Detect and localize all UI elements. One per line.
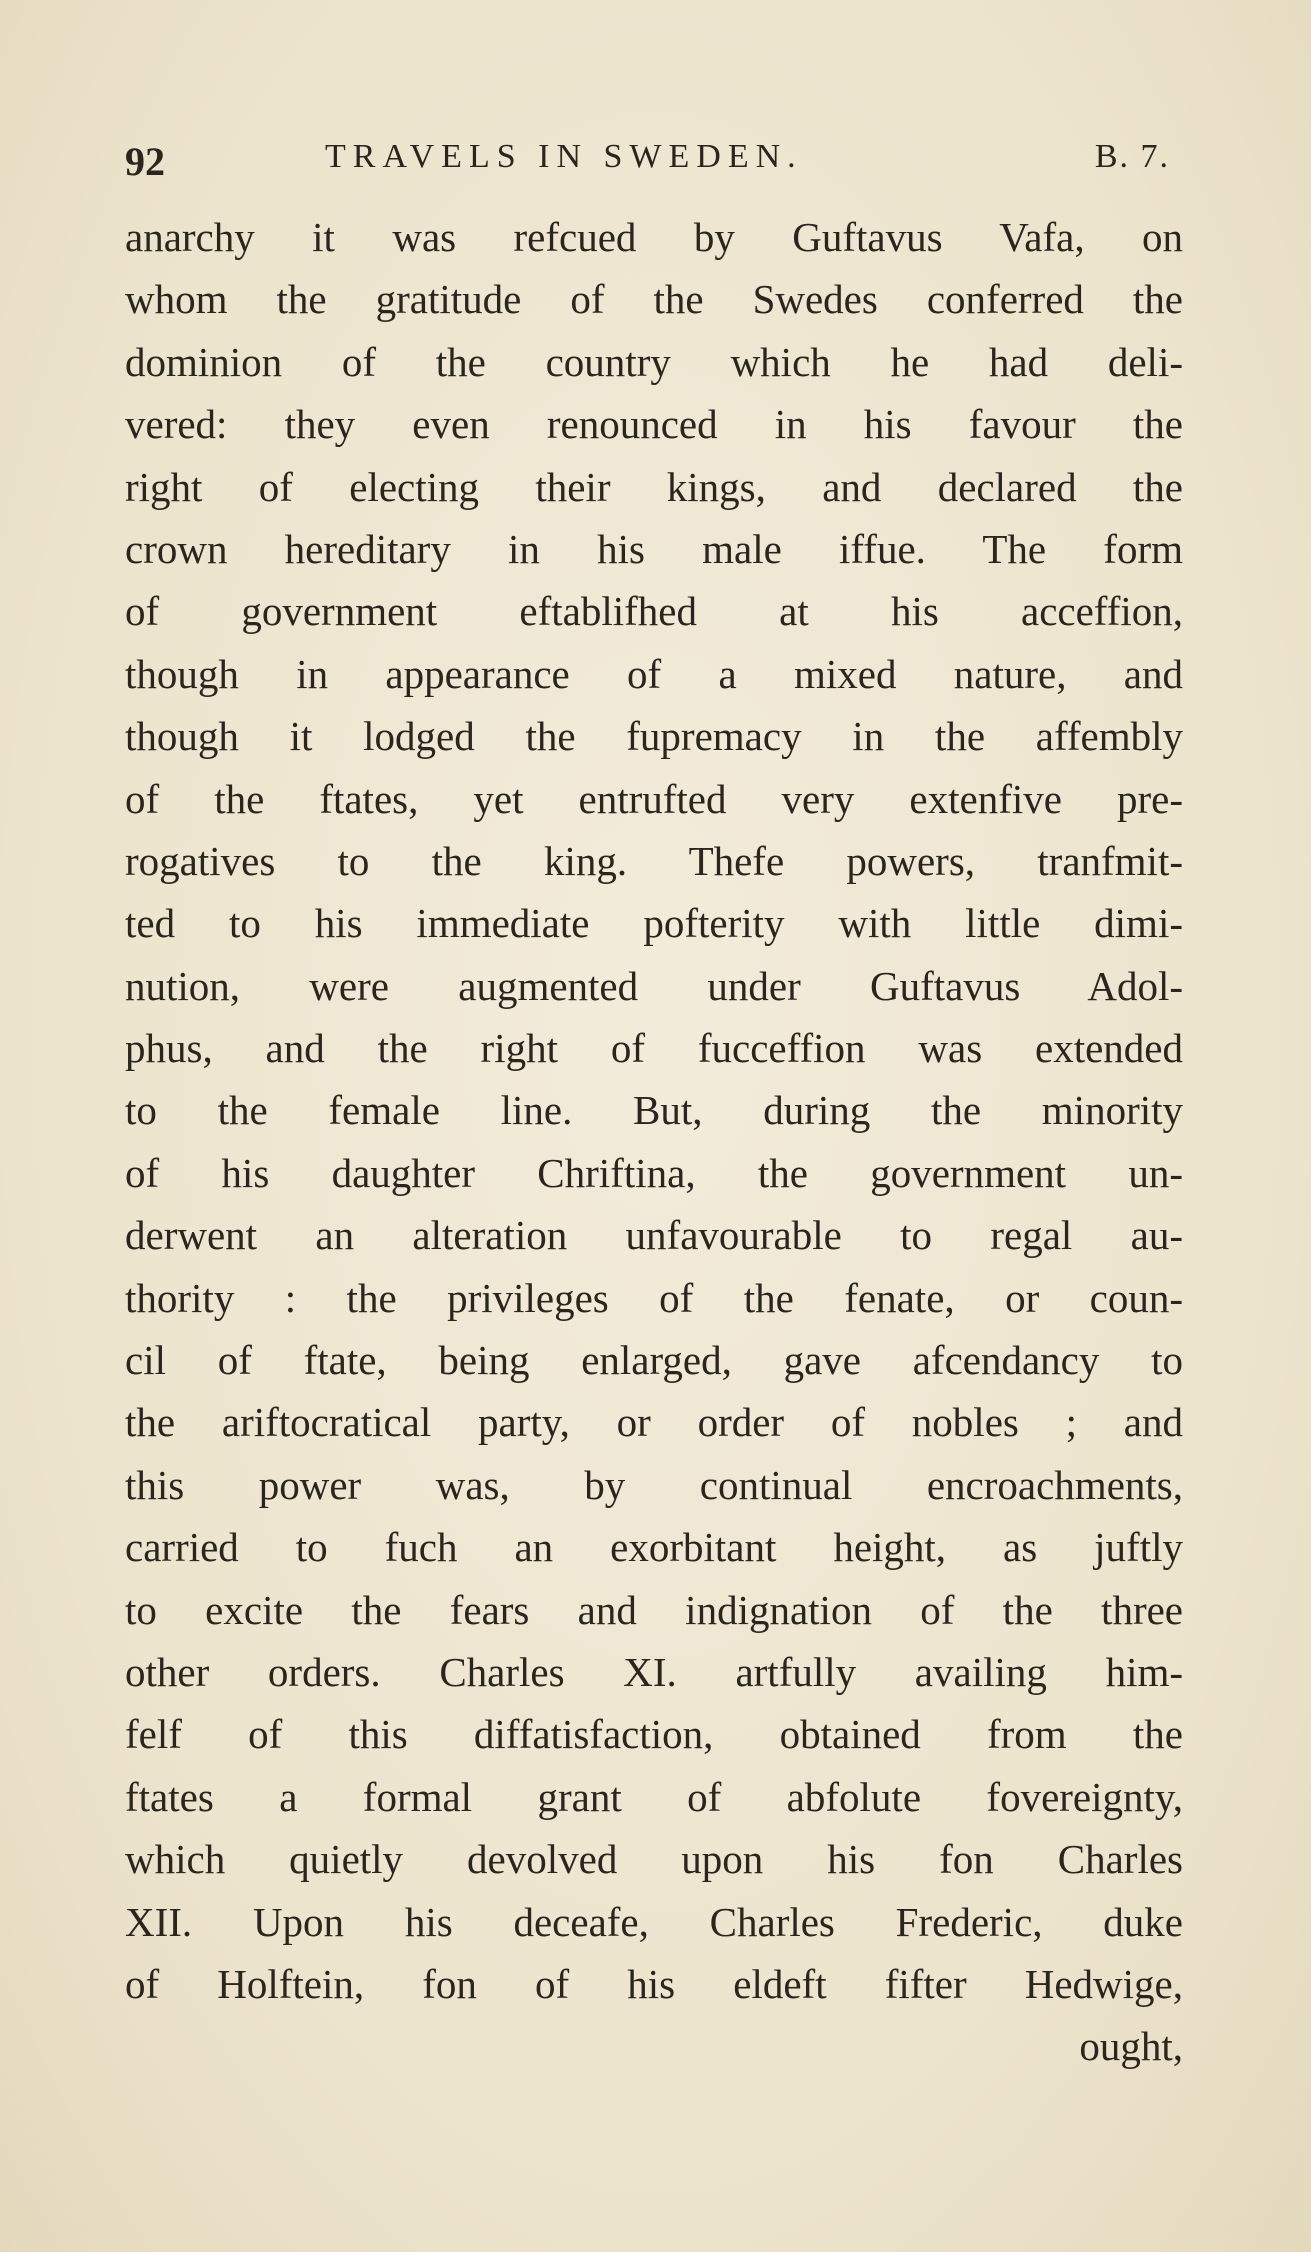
text-line: other orders. Charles XI. artfully availing him-: [125, 1648, 1183, 1695]
body-text: [125, 206, 1183, 2078]
text-line: of his daughter Chriftina, the government un-: [125, 1149, 1183, 1196]
text-line: to the female line. But, during the minority: [125, 1087, 1183, 1134]
text-line: derwent an alteration unfavourable to regal au-: [125, 1212, 1183, 1259]
text-line: phus, and the right of fucceffion was extended: [125, 1025, 1183, 1072]
page-number: 92: [125, 139, 165, 184]
text-line: though it lodged the fupremacy in the affembly: [125, 713, 1183, 760]
running-title: TRAVELS IN SWEDEN.: [325, 138, 803, 175]
text-line: dominion of the country which he had deli-: [125, 338, 1183, 385]
text-line: crown hereditary in his male iffue. The form: [125, 525, 1183, 572]
text-line: though in appearance of a mixed nature, and: [125, 650, 1183, 697]
text-line: XII. Upon his deceafe, Charles Frederic, duke: [125, 1898, 1183, 1945]
text-line: anarchy it was refcued by Guftavus Vafa, on: [125, 214, 1183, 260]
text-line: which quietly devolved upon his fon Charles: [125, 1836, 1183, 1883]
page-header: [125, 138, 1180, 198]
text-line: ted to his immediate pofterity with little dimi-: [125, 900, 1183, 947]
text-line: vered: they even renounced in his favour the: [125, 401, 1183, 448]
text-line: of Holftein, fon of his eldeft fifter Hedwige,: [125, 1960, 1183, 2007]
catchword: ought,: [1079, 2023, 1183, 2070]
text-line: this power was, by continual encroachments,: [125, 1461, 1183, 1508]
text-line: the ariftocratical party, or order of nobles ; and: [125, 1399, 1183, 1446]
text-line: of government eftablifhed at his acceffion,: [125, 588, 1183, 635]
text-line: right of electing their kings, and declared the: [125, 463, 1183, 510]
text-line: nution, were augmented under Guftavus Adol-: [125, 962, 1183, 1009]
text-line: of the ftates, yet entrufted very extenfive pre-: [125, 775, 1183, 822]
text-line: carried to fuch an exorbitant height, as juftly: [125, 1524, 1183, 1571]
text-line: rogatives to the king. Thefe powers, tranfmit-: [125, 837, 1183, 884]
text-line: cil of ftate, being enlarged, gave afcendancy to: [125, 1337, 1183, 1384]
text-line: ftates a formal grant of abfolute fovereignty,: [125, 1773, 1183, 1820]
text-line: felf of this diffatisfaction, obtained from the: [125, 1711, 1183, 1758]
text-line: thority : the privileges of the fenate, or coun-: [125, 1274, 1183, 1321]
section-marker: B. 7.: [1094, 138, 1170, 175]
text-line: to excite the fears and indignation of the three: [125, 1586, 1183, 1633]
text-line: whom the gratitude of the Swedes conferred the: [125, 276, 1183, 323]
